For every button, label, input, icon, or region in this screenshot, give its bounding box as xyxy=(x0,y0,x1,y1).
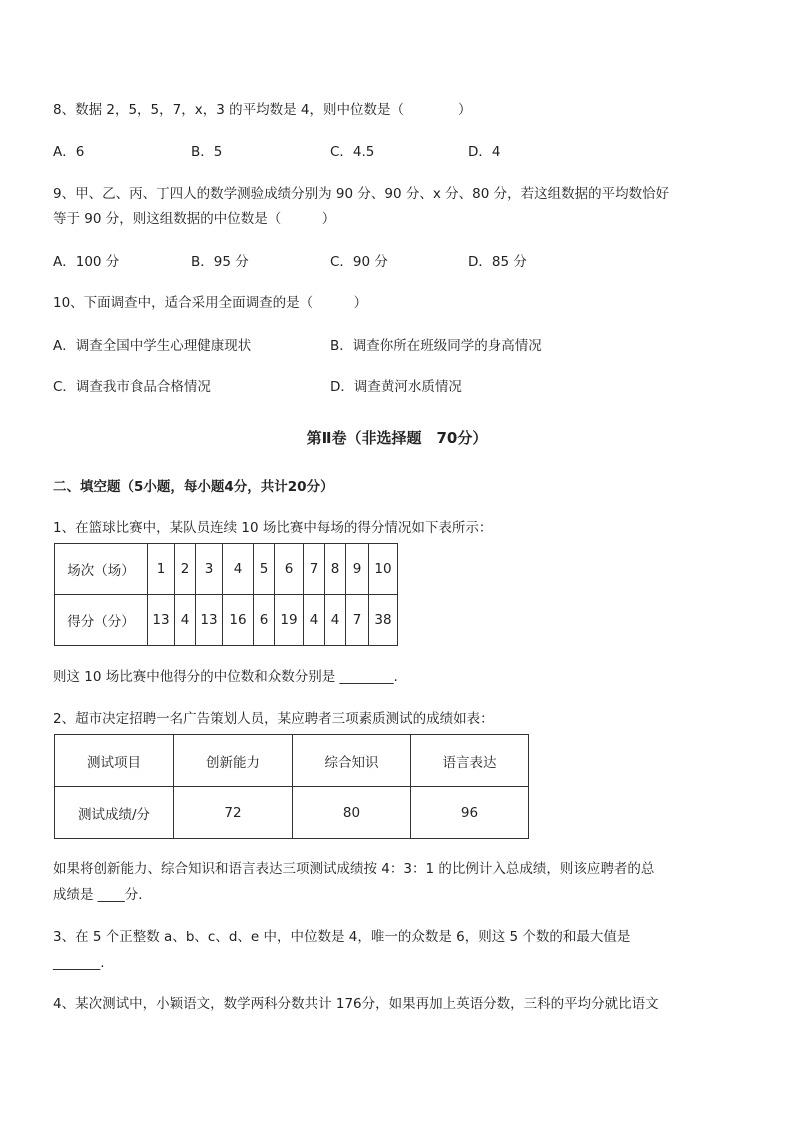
table-cell: 语言表达 xyxy=(411,735,529,787)
table-cell: 创新能力 xyxy=(174,735,293,787)
f3-stem-line1: 3、在 5 个正整数 a、b、c、d、e 中，中位数是 4，唯一的众数是 6，则这 5 个数的和最大值是 xyxy=(53,929,631,945)
table-cell: 3 xyxy=(196,544,223,595)
table-row xyxy=(55,735,529,787)
q9-stem-line1: 9、甲、乙、丙、丁四人的数学测验成绩分别为 90 分、90 分、x 分、80 分，若这组数据的平均数恰好 xyxy=(53,186,670,202)
table-cell: 9 xyxy=(346,544,369,595)
f2-score-table xyxy=(54,734,529,839)
table-row xyxy=(55,787,529,839)
q9-option-b: B．95 分 xyxy=(191,254,249,270)
table-cell: 96 xyxy=(411,787,529,839)
f2-after-line2: 成绩是 ____分. xyxy=(53,887,143,903)
q10-option-a: A．调查全国中学生心理健康现状 xyxy=(53,338,252,354)
f1-after: 则这 10 场比赛中他得分的中位数和众数分别是 ________. xyxy=(53,669,398,685)
table-cell: 5 xyxy=(254,544,275,595)
f2-after-line1: 如果将创新能力、综合知识和语言表达三项测试成绩按 4：3：1 的比例计入总成绩，则该应聘者的总 xyxy=(53,861,655,877)
table-cell: 80 xyxy=(293,787,411,839)
q10-stem: 10、下面调查中，适合采用全面调查的是（ ） xyxy=(53,295,368,311)
table-cell: 72 xyxy=(174,787,293,839)
table-row xyxy=(55,595,398,646)
f3-stem-line2: _______. xyxy=(53,955,105,971)
table-row xyxy=(55,544,398,595)
q10-option-c: C．调查我市食品合格情况 xyxy=(53,379,211,395)
f1-row1-label: 场次（场） xyxy=(55,544,148,595)
table-cell: 6 xyxy=(254,595,275,646)
table-cell: 13 xyxy=(148,595,175,646)
f1-stem: 1、在篮球比赛中，某队员连续 10 场比赛中每场的得分情况如下表所示： xyxy=(53,520,493,536)
table-cell: 19 xyxy=(275,595,304,646)
table-cell: 6 xyxy=(275,544,304,595)
table-cell: 38 xyxy=(369,595,398,646)
q8-stem: 8、数据 2，5，5，7，x，3 的平均数是 4，则中位数是（ ） xyxy=(53,102,472,118)
table-cell: 综合知识 xyxy=(293,735,411,787)
q8-option-b: B．5 xyxy=(191,144,223,160)
table-cell: 4 xyxy=(175,595,196,646)
q8-option-c: C．4.5 xyxy=(330,144,375,160)
table-cell: 4 xyxy=(325,595,346,646)
q9-option-c: C．90 分 xyxy=(330,254,388,270)
fill-section-heading: 二、填空题（5小题，每小题4分，共计20分） xyxy=(53,479,334,495)
table-cell: 4 xyxy=(304,595,325,646)
q9-stem-line2: 等于 90 分，则这组数据的中位数是（ ） xyxy=(53,211,336,227)
f2-row-label: 测试成绩/分 xyxy=(55,787,174,839)
f1-row2-label: 得分（分） xyxy=(55,595,148,646)
table-cell: 10 xyxy=(369,544,398,595)
table-cell: 1 xyxy=(148,544,175,595)
f1-score-table xyxy=(54,543,398,646)
table-cell: 16 xyxy=(223,595,254,646)
q10-option-d: D．调查黄河水质情况 xyxy=(330,379,462,395)
q10-option-b: B．调查你所在班级同学的身高情况 xyxy=(330,338,542,354)
table-cell: 8 xyxy=(325,544,346,595)
table-cell: 2 xyxy=(175,544,196,595)
q8-option-a: A．6 xyxy=(53,144,85,160)
table-cell: 4 xyxy=(223,544,254,595)
table-cell: 7 xyxy=(304,544,325,595)
q9-option-a: A．100 分 xyxy=(53,254,120,270)
table-cell: 13 xyxy=(196,595,223,646)
part2-title: 第Ⅱ卷（非选择题 70分） xyxy=(306,429,488,447)
f4-stem-line1: 4、某次测试中，小颖语文，数学两科分数共计 176分，如果再加上英语分数，三科的平均分就比语文 xyxy=(53,996,659,1012)
q9-option-d: D．85 分 xyxy=(468,254,527,270)
table-cell: 7 xyxy=(346,595,369,646)
q8-option-d: D．4 xyxy=(468,144,501,160)
table-cell: 测试项目 xyxy=(55,735,174,787)
f2-stem: 2、超市决定招聘一名广告策划人员，某应聘者三项素质测试的成绩如表： xyxy=(53,711,494,727)
